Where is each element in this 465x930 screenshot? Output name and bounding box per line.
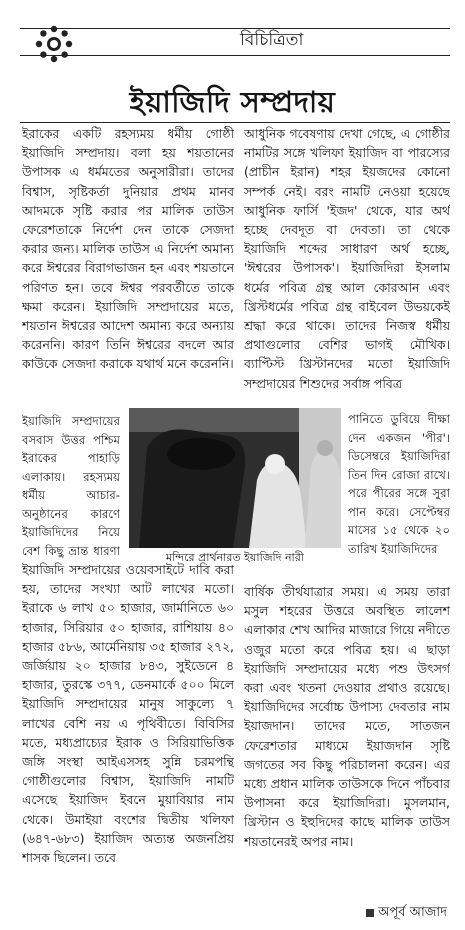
paragraph: বার্ষিক তীর্থযাত্রার সময়। এ সময় তারা মসুল শহরের উত্তরে অবস্থিত লালেশ এলাকার শেখ আদির মাজারে গিয়ে নদীতে ওজুর মতো করে পবিত্র হয়। এ ছাড়া ইয়াজিদি সম্প্রদায়ের মধ্যে পশু উৎসর্গ করা এবং খতনা দেওয়ার প্রথাও রয়েছে। ইয়াজিদিদের সর্বোচ্চ উপাস্য দেবতার নাম ইয়াজদান। তাদের মতে, সাতজন ফেরেশতার মাধ্যমে ইয়াজদান সৃষ্টি জগতের সব কিছু পরিচালনা করেন। এর মধ্যে প্রধান মালিক তাউসকে দিনে পাঁচবার উপাসনা করে ইয়াজিদিরা। মুসলমান, খ্রিস্টান ও ইহুদিদের কাছে মালিক তাউস শয়তানেরই অপর নাম। <box>244 584 450 849</box>
page-header <box>0 0 465 70</box>
article-title: ইয়াজিদি সম্প্রদায় <box>129 85 336 119</box>
paragraph: ইয়াজিদি সম্প্রদায়ের ওয়েবসাইটে দাবি করা হয়, তাদের সংখ্যা আট লাখের মতো। ইরাকে ৬ লাখ ৫০ হাজার, জার্মানিতে ৬০ হাজার, সিরিয়ার ৫০ হাজার, রাশিয়ায় ৪০ হাজার ৫৮৬, আর্মেনিয়ায় ৩৫ হাজার ২৭২, জর্জিয়ায় ২০ হাজার ৮৪৩, সুইডেনে ৪ হাজার, তুরস্কে ৩৭৭, ডেনমার্কে ৫০০ মিলে ইয়াজিদি সম্প্রদায়ের মানুষ সাকুল্যে ৭ লাখের বেশি নয় এ পৃথিবীতে। বিবিসির মতে, মধ্যপ্রাচ্যের ইরাক ও সিরিয়াভিত্তিক জঙ্গি সংস্থা আইএসসহ সুন্নি চরমপন্থি গোষ্ঠীগুলোর বিশ্বাস, ইয়াজিদি নামটি এসেছে ইয়াজিদ ইবনে মুয়াবিয়ার নাম থেকে। উমাইয়া বংশের দ্বিতীয় খলিফা (৬৪৭-৬৮৩) ইয়াজিদ অত্যন্ত অজনপ্রিয় শাসক ছিলেন। তবে <box>22 562 234 866</box>
header-rule-bottom <box>20 55 450 56</box>
author-name: অপূর্ব আজাদ <box>378 905 447 920</box>
title-rule <box>20 122 450 123</box>
column-2-wrap <box>348 410 450 582</box>
sun-emblem-icon <box>34 24 74 64</box>
bullet-square-icon <box>366 909 374 917</box>
paragraph: ইয়াজিদি সম্প্রদায়ের বসবাস উত্তর পশ্চিম ইরাকের পাহাড়ি এলাকায়। রহস্যময় ধর্মীয় আচার-অনুষ্ঠানের কারণে ইয়াজিদিদের নিয়ে বেশ কিছু ভ্রান্ত ধারণা <box>22 414 120 558</box>
photo-caption: মন্দিরে প্রার্থনারত ইয়াজিদি নারী <box>166 551 304 564</box>
column-1-top <box>22 124 234 412</box>
paragraph: ইরাকের একটি রহস্যময় ধর্মীয় গোষ্ঠী ইয়াজিদি সম্প্রদায়। বলা হয় শয়তানের উপাসক এ ধর্মমতের অনুসারীরা। তাদের বিশ্বাস, সৃষ্টিকর্তা দুনিয়ার প্রথম মানব আদমকে সৃষ্টি করার পর মালিক তাউস ফেরেশতাকে নির্দেশ দেন তাকে সেজদা করার জন্য। মালিক তাউস এ নির্দেশ অমান্য করে ঈশ্বরের বিরাগভাজন হন এবং শয়তানে পরিণত হন। তবে ঈশ্বর পরবর্তীতে তাকে ক্ষমা করেন। ইয়াজিদি সম্প্রদায়ের মতে, শয়তান ঈশ্বরের আদেশ অমান্য করে অন্যায় করেননি। কারণ তিনি ঈশ্বরের বদলে আর কাউকে সেজদা করাকে যথার্থ মনে করেননি। <box>22 126 234 372</box>
column-2-bottom <box>244 582 450 906</box>
column-2-top <box>244 124 450 410</box>
paragraph: আধুনিক গবেষণায় দেখা গেছে, এ গোষ্ঠীর নামটির সঙ্গে খলিফা ইয়াজিদ বা পারস্যের (প্রাচীন ইরান) শহর ইয়জদের কোনো সম্পর্ক নেই। বরং নামটি নেওয়া হয়েছে আধুনিক ফার্সি 'ইজদ' থেকে, যার অর্থ হচ্ছে দেবদূত বা দেবতা। তা থেকে ইয়াজিদি শব্দের সাধারণ অর্থ হচ্ছে, 'ঈশ্বরের উপাসক'। ইয়াজিদিরা ইসলাম ধর্মের পবিত্র গ্রন্থ আল কোরআন এবং খ্রিস্টধর্মের পবিত্র গ্রন্থ বাইবেল উভয়কেই শ্রদ্ধা করে থাকে। তাদের নিজস্ব ধর্মীয় প্রথাগুলোর বেশির ভাগই মৌখিক। ব্যাপ্টিস্ট খ্রিস্টানদের মতো ইয়াজিদি সম্প্রদায়ের শিশুদের সর্বাঙ্গ পবিত্র <box>244 126 450 391</box>
header-rule-top <box>20 28 450 29</box>
photo-illustration <box>129 408 341 548</box>
paragraph: পানিতে ডুবিয়ে দীক্ষা দেন একজন 'পীর'। ডিসেম্বরে ইয়াজিদিরা তিন দিন রোজা রাখে। পরে পীরের সঙ্গে সুরা পান করে। সেপ্টেম্বর মাসের ১৫ থেকে ২০ তারিখ ইয়াজিদিদের <box>348 412 450 556</box>
column-1-wrap <box>22 412 120 560</box>
article-photo <box>129 408 341 548</box>
author-byline <box>366 904 447 922</box>
column-1-bottom <box>22 560 234 906</box>
section-label: বিচিত্রিতা <box>240 30 304 50</box>
